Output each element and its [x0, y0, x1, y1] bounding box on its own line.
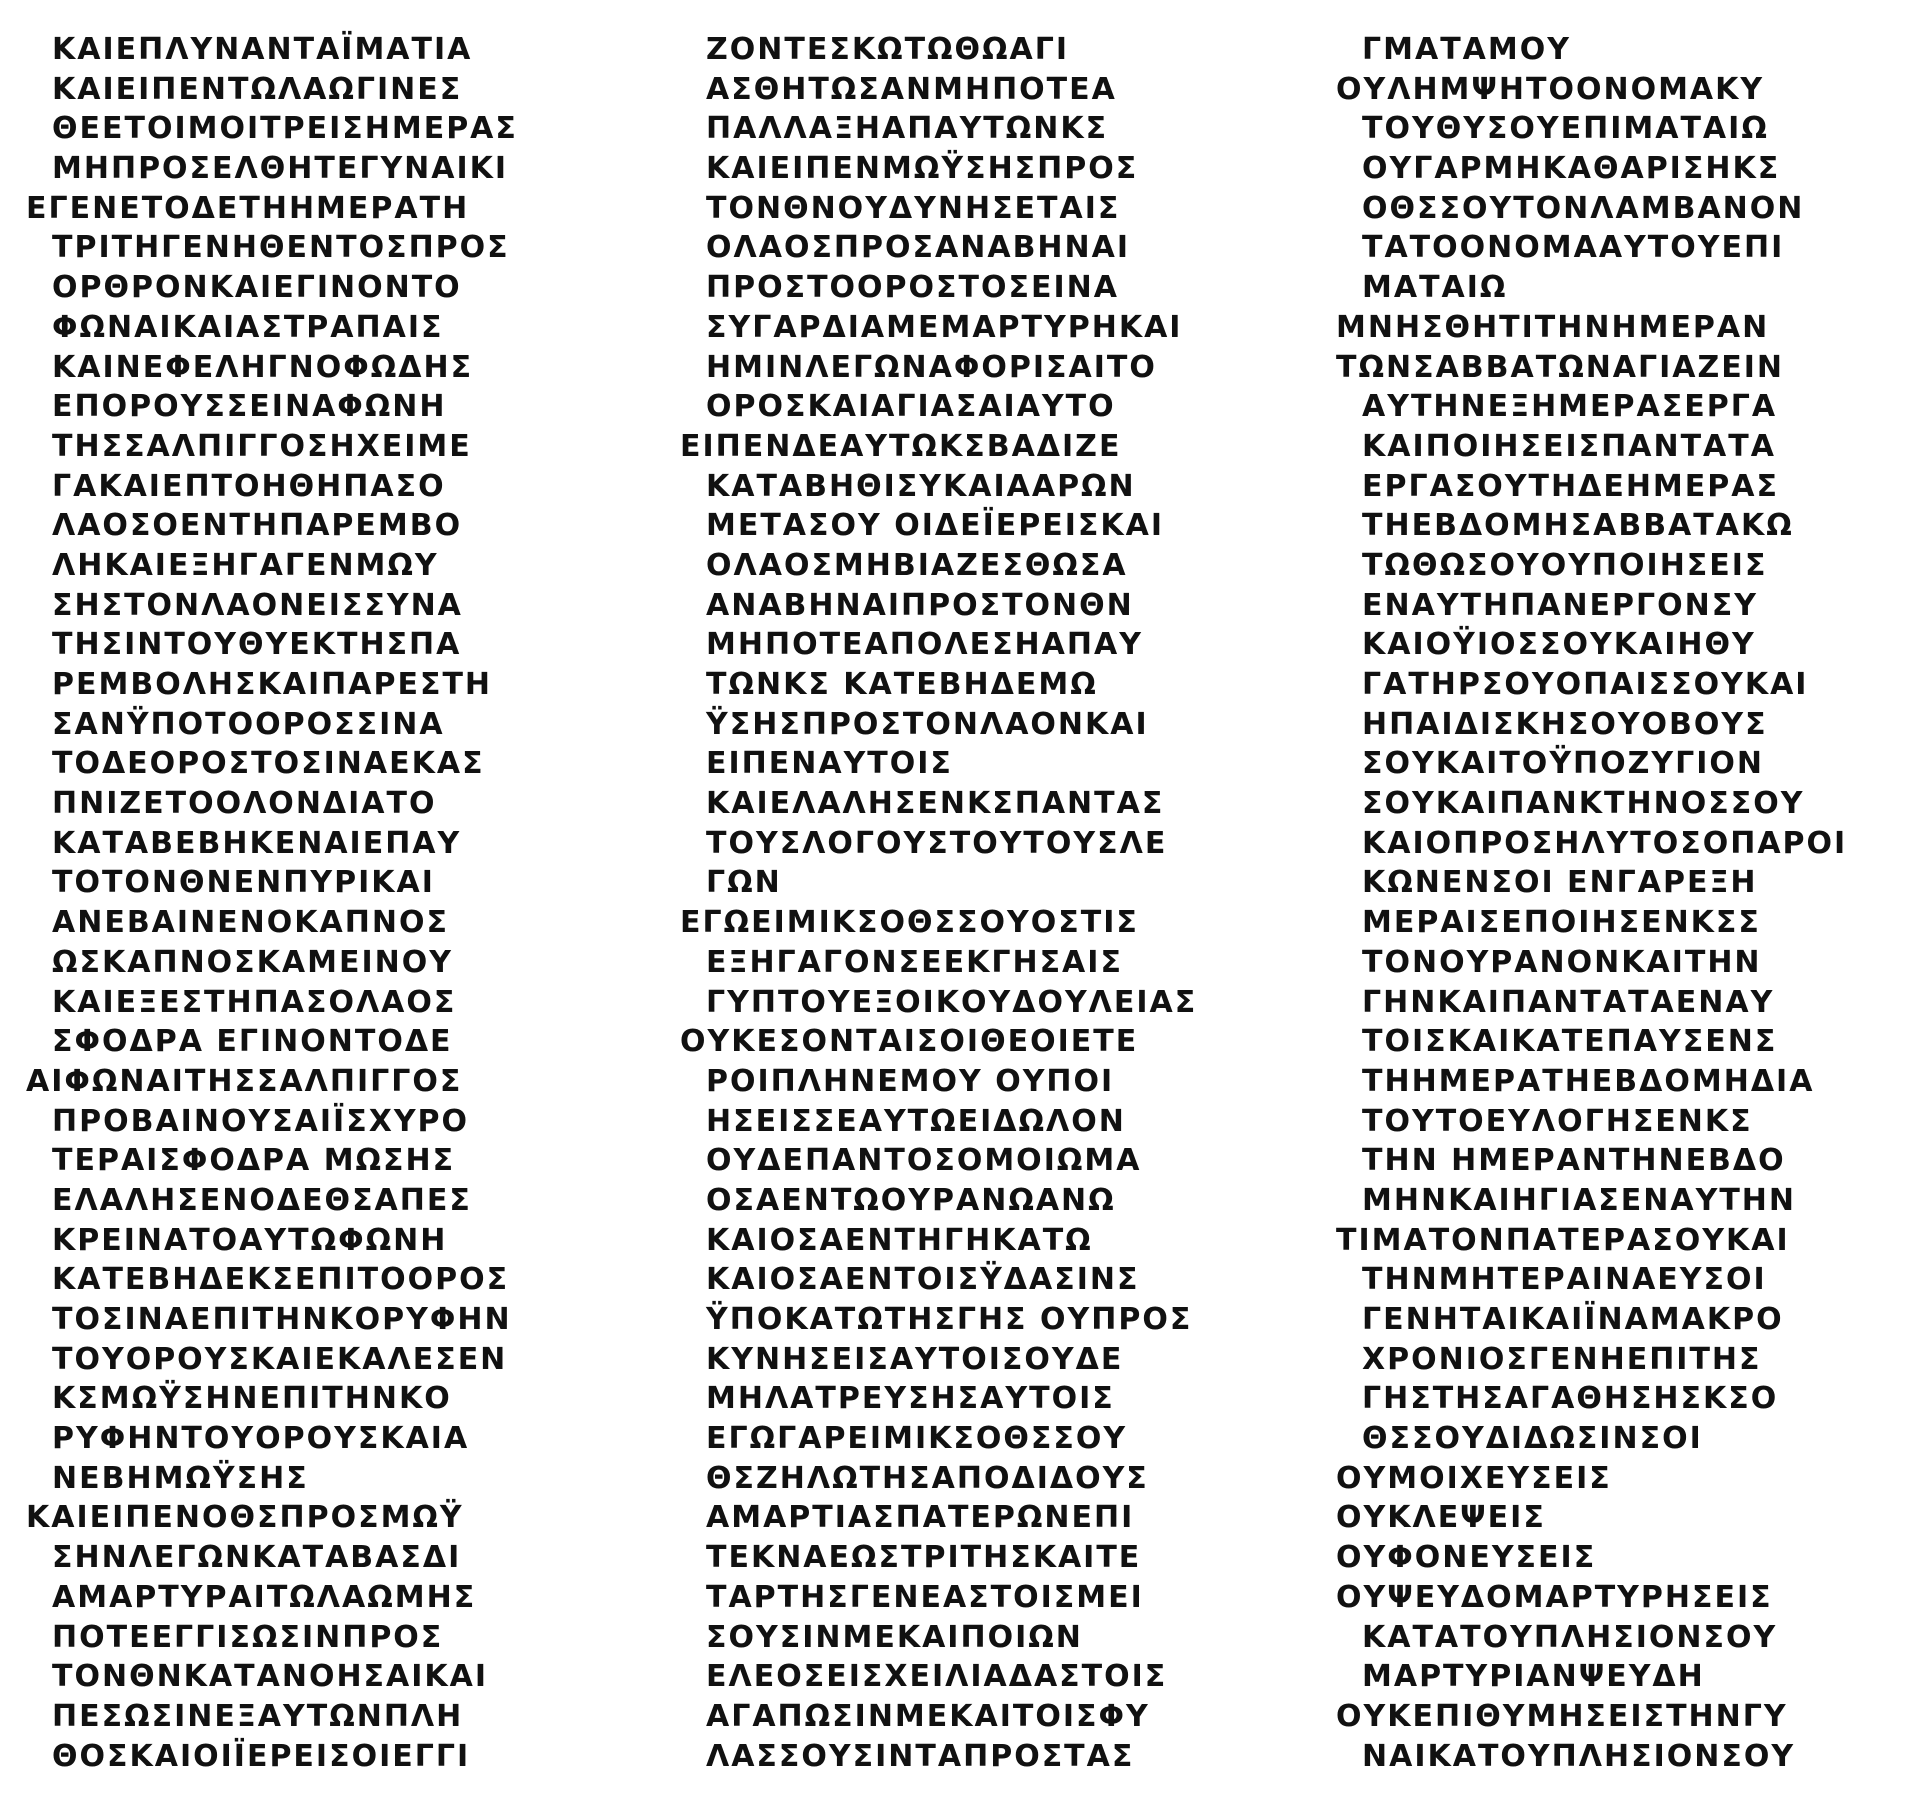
- text-line: ΤΟΙΣΚΑΙΚΑΤΕΠΑΥΣΕΝΣ: [1362, 1024, 1778, 1060]
- text-line: ΠΡΟΒΑΙΝΟΥΣΑΙΪΣΧΥΡΟ: [52, 1103, 470, 1139]
- text-line: ΚΥΝΗΣΕΙΣΑΥΤΟΙΣΟΥΔΕ: [706, 1341, 1124, 1377]
- text-line: ΤΟΝΘΝΟΥΔΥΝΗΣΕΤΑΙΣ: [706, 190, 1121, 226]
- text-line: ΜΝΗΣΘΗΤΙΤΗΝΗΜΕΡΑΝ: [1336, 309, 1770, 345]
- text-line: ΚΑΤΑΒΗΘΙΣΥΚΑΙΑΑΡΩΝ: [706, 468, 1136, 504]
- text-line: ΚΑΙΕΙΠΕΝΤΩΛΑΩΓΙΝΕΣ: [52, 71, 463, 107]
- text-line: ΤΟΣΙΝΑΕΠΙΤΗΝΚΟΡΥΦΗΝ: [52, 1302, 512, 1337]
- text-line: ΡΥΦΗΝΤΟΥΟΡΟΥΣΚΑΙΑ: [52, 1421, 470, 1457]
- text-line: ΟΥΚΕΠΙΘΥΜΗΣΕΙΣΤΗΝΓΥ: [1336, 1698, 1788, 1734]
- text-line: ΕΓΕΝΕΤΟΔΕΤΗΗΜΕΡΑΤΗ: [26, 190, 470, 226]
- text-line: ΦΩΝΑΙΚΑΙΑΣΤΡΑΠΑΙΣ: [52, 309, 444, 345]
- text-column-1: [26, 30, 586, 1776]
- text-line: ΕΠΟΡΟΥΣΣΕΙΝΑΦΩΝΗ: [52, 389, 447, 425]
- text-line: ΟΥΓΑΡΜΗΚΑΘΑΡΙΣΗΚΣ: [1362, 151, 1781, 187]
- text-line: ΜΗΛΑΤΡΕΥΣΗΣΑΥΤΟΙΣ: [706, 1381, 1115, 1417]
- text-line: ΚΩΝΕΝΣΟΙ ΕΝΓΑΡΕΞΗ: [1362, 865, 1758, 901]
- text-line: ΤΟΥΣΛΟΓΟΥΣΤΟΥΤΟΥΣΛΕ: [706, 825, 1168, 861]
- text-line: ΓΕΝΗΤΑΙΚΑΙΪΝΑΜΑΚΡΟ: [1362, 1302, 1784, 1337]
- text-line: ΤΗΕΒΔΟΜΗΣΑΒΒΑΤΑΚΩ: [1362, 508, 1794, 544]
- text-line: ΓΑΚΑΙΕΠΤΟΗΘΗΠΑΣΟ: [52, 468, 446, 504]
- text-line: ΤΗΗΜΕΡΑΤΗΕΒΔΟΜΗΔΙΑ: [1362, 1063, 1815, 1099]
- text-line: ΟΥΨΕΥΔΟΜΑΡΤΥΡΗΣΕΙΣ: [1336, 1579, 1773, 1615]
- text-line: ΠΑΛΛΑΞΗΑΠΑΥΤΩΝΚΣ: [706, 111, 1109, 147]
- text-line: ΚΑΙΕΛΑΛΗΣΕΝΚΣΠΑΝΤΑΣ: [706, 786, 1165, 822]
- text-line: ΚΑΤΑΒΕΒΗΚΕΝΑΙΕΠΑΥ: [52, 825, 462, 861]
- text-line: ΝΑΙΚΑΤΟΥΠΛΗΣΙΟΝΣΟΥ: [1362, 1738, 1796, 1774]
- text-line: ΑΙΦΩΝΑΙΤΗΣΣΑΛΠΙΓΓΟΣ: [26, 1063, 463, 1099]
- text-line: ΚΣΜΩΫΣΗΝΕΠΙΤΗΝΚΟ: [52, 1381, 452, 1417]
- text-line: ΘΣΣΟΥΔΙΔΩΣΙΝΣΟΙ: [1362, 1421, 1703, 1457]
- text-line: ΑΥΤΗΝΕΞΗΜΕΡΑΣΕΡΓΑ: [1362, 389, 1778, 425]
- text-line: ΤΩΝΣΑΒΒΑΤΩΝΑΓΙΑΖΕΙΝ: [1336, 349, 1785, 385]
- text-line: ΠΡΟΣΤΟΟΡΟΣΤΟΣΕΙΝΑ: [706, 270, 1119, 306]
- text-line: ΚΑΙΝΕΦΕΛΗΓΝΟΦΩΔΗΣ: [52, 349, 474, 385]
- text-line: ΕΛΕΟΣΕΙΣΧΕΙΛΙΑΔΑΣΤΟΙΣ: [706, 1659, 1168, 1695]
- text-line: ΓΥΠΤΟΥΕΞΟΙΚΟΥΔΟΥΛΕΙΑΣ: [706, 984, 1198, 1020]
- text-line: ΟΛΑΟΣΠΡΟΣΑΝΑΒΗΝΑΙ: [706, 230, 1131, 266]
- text-line: ΓΗΣΤΗΣΑΓΑΘΗΣΗΣΚΣΟ: [1362, 1381, 1779, 1417]
- text-line: ΟΡΘΡΟΝΚΑΙΕΓΙΝΟΝΤΟ: [52, 270, 462, 306]
- text-line: ΤΟΝΘΝΚΑΤΑΝΟΗΣΑΙΚΑΙ: [52, 1659, 489, 1695]
- text-line: ΟΥΚΛΕΨΕΙΣ: [1336, 1500, 1546, 1536]
- text-line: ΕΓΩΓΑΡΕΙΜΙΚΣΟΘΣΣΟΥ: [706, 1421, 1128, 1457]
- text-line: ΘΣΖΗΛΩΤΗΣΑΠΟΔΙΔΟΥΣ: [706, 1460, 1149, 1496]
- text-line: ΤΩΝΚΣ ΚΑΤΕΒΗΔΕΜΩ: [706, 667, 1098, 702]
- text-line: ΕΡΓΑΣΟΥΤΗΔΕΗΜΕΡΑΣ: [1362, 468, 1779, 504]
- text-line: ΤΑΤΟΟΝΟΜΑΑΥΤΟΥΕΠΙ: [1362, 230, 1785, 266]
- text-line: ΕΓΩΕΙΜΙΚΣΟΘΣΣΟΥΟΣΤΙΣ: [680, 905, 1139, 941]
- text-line: ΟΘΣΣΟΥΤΟΝΛΑΜΒΑΝΟΝ: [1362, 190, 1805, 226]
- text-line: ΕΛΑΛΗΣΕΝΟΔΕΘΣΑΠΕΣ: [52, 1182, 472, 1218]
- text-line: ΕΝΑΥΤΗΠΑΝΕΡΓΟΝΣΥ: [1362, 587, 1758, 623]
- text-line: ΘΟΣΚΑΙΟΙΪΕΡΕΙΣΟΙΕΓΓΙ: [52, 1738, 471, 1774]
- text-line: ΗΣΕΙΣΣΕΑΥΤΩΕΙΔΩΛΟΝ: [706, 1103, 1126, 1139]
- text-line: ΤΩΘΩΣΟΥΟΥΠΟΙΗΣΕΙΣ: [1362, 547, 1768, 583]
- text-line: ΕΞΗΓΑΓΟΝΣΕΕΚΓΗΣΑΙΣ: [706, 944, 1123, 980]
- text-line: ΣΥΓΑΡΔΙΑΜΕΜΑΡΤΥΡΗΚΑΙ: [706, 309, 1183, 345]
- text-line: ΩΣΚΑΠΝΟΣΚΑΜΕΙΝΟΥ: [52, 944, 453, 980]
- text-line: ΚΑΙΠΟΙΗΣΕΙΣΠΑΝΤΑΤΑ: [1362, 428, 1776, 464]
- text-line: ΑΜΑΡΤΥΡΑΙΤΩΛΑΩΜΗΣ: [52, 1579, 477, 1615]
- text-line: ΜΗΠΡΟΣΕΛΘΗΤΕΓΥΝΑΙΚΙ: [52, 151, 509, 187]
- text-column-3: [1336, 30, 1896, 1776]
- text-line: ΤΗΣΙΝΤΟΥΘΥΕΚΤΗΣΠΑ: [52, 627, 462, 663]
- text-line: ΑΝΕΒΑΙΝΕΝΟΚΑΠΝΟΣ: [52, 905, 449, 941]
- text-line: ΜΗΝΚΑΙΗΓΙΑΣΕΝΑΥΤΗΝ: [1362, 1182, 1797, 1218]
- text-line: ΤΟΝΟΥΡΑΝΟΝΚΑΙΤΗΝ: [1362, 944, 1762, 980]
- text-line: ΚΑΙΕΠΛΥΝΑΝΤΑΪΜΑΤΙΑ: [52, 32, 473, 67]
- text-line: ΚΡΕΙΝΑΤΟΑΥΤΩΦΩΝΗ: [52, 1222, 448, 1258]
- text-line: ΚΑΙΕΙΠΕΝΟΘΣΠΡΟΣΜΩΫ: [26, 1500, 464, 1536]
- text-line: ΤΗΣΣΑΛΠΙΓΓΟΣΗΧΕΙΜΕ: [52, 428, 472, 464]
- text-line: ΓΜΑΤΑΜΟΥ: [1362, 32, 1571, 67]
- text-line: ΜΕΡΑΙΣΕΠΟΙΗΣΕΝΚΣΣ: [1362, 905, 1761, 941]
- text-line: ΫΣΗΣΠΡΟΣΤΟΝΛΑΟΝΚΑΙ: [706, 706, 1149, 742]
- text-line: ΠΟΤΕΕΓΓΙΣΩΣΙΝΠΡΟΣ: [52, 1619, 444, 1655]
- text-line: ΚΑΙΟΫΙΟΣΣΟΥΚΑΙΗΘΥ: [1362, 627, 1756, 663]
- text-line: ΡΕΜΒΟΛΗΣΚΑΙΠΑΡΕΣΤΗ: [52, 667, 493, 702]
- text-line: ΓΗΝΚΑΙΠΑΝΤΑΤΑΕΝΑΥ: [1362, 984, 1775, 1020]
- text-line: ΟΥΛΗΜΨΗΤΟΟΝΟΜΑΚΥ: [1336, 71, 1765, 107]
- text-line: ΤΕΡΑΙΣΦΟΔΡΑ ΜΩΣΗΣ: [52, 1143, 456, 1179]
- text-line: ΣΗΝΛΕΓΩΝΚΑΤΑΒΑΣΔΙ: [52, 1540, 462, 1576]
- text-line: ΧΡΟΝΙΟΣΓΕΝΗΕΠΙΤΗΣ: [1362, 1341, 1762, 1377]
- text-line: ΣΑΝΫΠΟΤΟΟΡΟΣΣΙΝΑ: [52, 706, 445, 742]
- text-line: ΡΟΙΠΛΗΝΕΜΟΥ ΟΥΠΟΙ: [706, 1063, 1115, 1099]
- text-line: ΟΥΜΟΙΧΕΥΣΕΙΣ: [1336, 1460, 1612, 1496]
- text-line: ΠΝΙΖΕΤΟΟΛΟΝΔΙΑΤΟ: [52, 786, 437, 822]
- text-line: ΓΩΝ: [706, 865, 782, 901]
- text-line: ΕΙΠΕΝΔΕΑΥΤΩΚΣΒΑΔΙΖΕ: [680, 428, 1122, 464]
- text-line: ΟΡΟΣΚΑΙΑΓΙΑΣΑΙΑΥΤΟ: [706, 389, 1116, 425]
- text-line: ΗΠΑΙΔΙΣΚΗΣΟΥΟΒΟΥΣ: [1362, 706, 1768, 742]
- text-line: ΤΡΙΤΗΓΕΝΗΘΕΝΤΟΣΠΡΟΣ: [52, 230, 510, 266]
- text-line: ΚΑΙΟΣΑΕΝΤΗΓΗΚΑΤΩ: [706, 1222, 1093, 1258]
- text-line: ΤΑΡΤΗΣΓΕΝΕΑΣΤΟΙΣΜΕΙ: [706, 1579, 1144, 1615]
- text-line: ΟΥΔΕΠΑΝΤΟΣΟΜΟΙΩΜΑ: [706, 1143, 1142, 1179]
- text-line: ΚΑΙΟΣΑΕΝΤΟΙΣΫΔΑΣΙΝΣ: [706, 1262, 1140, 1298]
- text-line: ΤΟΥΤΟΕΥΛΟΓΗΣΕΝΚΣ: [1362, 1103, 1753, 1139]
- text-line: ΛΑΣΣΟΥΣΙΝΤΑΠΡΟΣΤΑΣ: [706, 1738, 1135, 1774]
- text-line: ΜΕΤΑΣΟΥ ΟΙΔΕΪΕΡΕΙΣΚΑΙ: [706, 508, 1164, 544]
- text-line: ΕΙΠΕΝΑΥΤΟΙΣ: [706, 746, 953, 782]
- text-line: ΜΑΤΑΙΩ: [1362, 270, 1508, 306]
- text-line: ΜΗΠΟΤΕΑΠΟΛΕΣΗΑΠΑΥ: [706, 627, 1143, 663]
- text-line: ΚΑΙΕΙΠΕΝΜΩΫΣΗΣΠΡΟΣ: [706, 151, 1139, 187]
- text-line: ΤΟΔΕΟΡΟΣΤΟΣΙΝΑΕΚΑΣ: [52, 746, 485, 782]
- text-line: ΚΑΤΑΤΟΥΠΛΗΣΙΟΝΣΟΥ: [1362, 1619, 1778, 1655]
- text-line: ΚΑΙΟΠΡΟΣΗΛΥΤΟΣΟΠΑΡΟΙ: [1362, 825, 1848, 861]
- text-line: ΤΟΥΘΥΣΟΥΕΠΙΜΑΤΑΙΩ: [1362, 111, 1769, 147]
- text-line: ΤΕΚΝΑΕΩΣΤΡΙΤΗΣΚΑΙΤΕ: [706, 1540, 1142, 1576]
- text-line: ΖΟΝΤΕΣΚΩΤΩΘΩΑΓΙ: [706, 32, 1070, 67]
- text-line: ΣΗΣΤΟΝΛΑΟΝΕΙΣΣΥΝΑ: [52, 587, 463, 623]
- text-line: ΑΜΑΡΤΙΑΣΠΑΤΕΡΩΝΕΠΙ: [706, 1500, 1135, 1536]
- text-line: ΓΑΤΗΡΣΟΥΟΠΑΙΣΣΟΥΚΑΙ: [1362, 667, 1809, 702]
- text-line: ΘΕΕΤΟΙΜΟΙΤΡΕΙΣΗΜΕΡΑΣ: [52, 111, 518, 147]
- text-line: ΤΗΝ ΗΜΕΡΑΝΤΗΝΕΒΔΟ: [1362, 1143, 1786, 1179]
- text-line: ΛΗΚΑΙΕΞΗΓΑΓΕΝΜΩΥ: [52, 547, 439, 583]
- text-line: ΟΥΚΕΣΟΝΤΑΙΣΟΙΘΕΟΙΕΤΕ: [680, 1024, 1139, 1060]
- text-line: ΤΟΥΟΡΟΥΣΚΑΙΕΚΑΛΕΣΕΝ: [52, 1341, 508, 1377]
- text-line: ΑΝΑΒΗΝΑΙΠΡΟΣΤΟΝΘΝ: [706, 587, 1134, 623]
- text-line: ΣΟΥΣΙΝΜΕΚΑΙΠΟΙΩΝ: [706, 1619, 1083, 1655]
- text-line: ΑΓΑΠΩΣΙΝΜΕΚΑΙΤΟΙΣΦΥ: [706, 1698, 1150, 1734]
- text-line: ΣΟΥΚΑΙΠΑΝΚΤΗΝΟΣΣΟΥ: [1362, 786, 1805, 822]
- text-line: ΗΜΙΝΛΕΓΩΝΑΦΟΡΙΣΑΙΤΟ: [706, 349, 1157, 385]
- text-line: ΝΕΒΗΜΩΫΣΗΣ: [52, 1460, 309, 1496]
- text-line: ΣΟΥΚΑΙΤΟΫΠΟΖΥΓΙΟΝ: [1362, 746, 1765, 782]
- text-line: ΟΥΦΟΝΕΥΣΕΙΣ: [1336, 1540, 1597, 1576]
- text-column-2: [680, 30, 1240, 1776]
- text-line: ΫΠΟΚΑΤΩΤΗΣΓΗΣ ΟΥΠΡΟΣ: [706, 1302, 1193, 1337]
- text-line: ΟΣΑΕΝΤΩΟΥΡΑΝΩΑΝΩ: [706, 1182, 1116, 1218]
- text-line: ΤΗΝΜΗΤΕΡΑΙΝΑΕΥΣΟΙ: [1362, 1262, 1767, 1298]
- text-line: ΚΑΤΕΒΗΔΕΚΣΕΠΙΤΟΟΡΟΣ: [52, 1262, 510, 1298]
- text-line: ΑΣΘΗΤΩΣΑΝΜΗΠΟΤΕΑ: [706, 71, 1117, 107]
- text-line: ΣΦΟΔΡΑ ΕΓΙΝΟΝΤΟΔΕ: [52, 1024, 453, 1060]
- text-line: ΜΑΡΤΥΡΙΑΝΨΕΥΔΗ: [1362, 1659, 1705, 1695]
- text-line: ΟΛΑΟΣΜΗΒΙΑΖΕΣΘΩΣΑ: [706, 547, 1128, 583]
- text-line: ΠΕΣΩΣΙΝΕΞΑΥΤΩΝΠΛΗ: [52, 1698, 464, 1734]
- text-line: ΛΑΟΣΟΕΝΤΗΠΑΡΕΜΒΟ: [52, 508, 463, 544]
- text-line: ΤΙΜΑΤΟΝΠΑΤΕΡΑΣΟΥΚΑΙ: [1336, 1222, 1790, 1258]
- text-line: ΚΑΙΕΞΕΣΤΗΠΑΣΟΛΑΟΣ: [52, 984, 457, 1020]
- text-line: ΤΟΤΟΝΘΝΕΝΠΥΡΙΚΑΙ: [52, 865, 435, 901]
